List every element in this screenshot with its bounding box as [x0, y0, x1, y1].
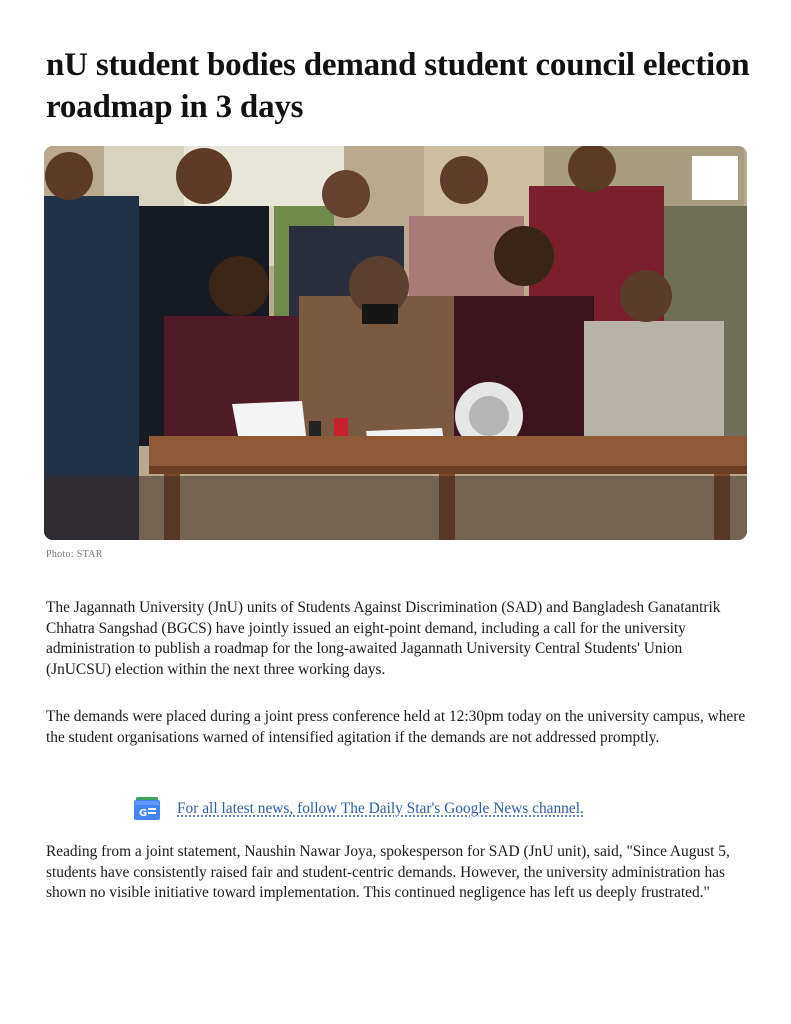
article-headline: nU student bodies demand student council election roadmap in 3 days — [46, 47, 750, 125]
article-photo — [44, 146, 747, 540]
svg-text:G: G — [139, 808, 148, 819]
google-news-promo[interactable] — [133, 796, 584, 822]
photo-caption: Photo: STAR — [46, 549, 103, 560]
google-news-icon — [133, 797, 161, 821]
press-conference-photo — [44, 146, 747, 540]
google-news-link[interactable]: For all latest news, follow The Daily Star's Google News channel. — [177, 800, 584, 817]
article-paragraph: Reading from a joint statement, Naushin Nawar Joya, spokesperson for SAD (JnU unit), said, "Since August 5, students have consistently raised fair and student-centric demands. However, the university administration has shown no visible initiative toward implementation. This continued negligence has left us deeply frustrated." — [46, 843, 730, 901]
article-paragraph: The demands were placed during a joint press conference held at 12:30pm today on the university campus, where the student organisations warned of intensified agitation if the demands are not addressed promptly. — [46, 708, 746, 746]
article-paragraph: The Jagannath University (JnU) units of Students Against Discrimination (SAD) and Bangladesh Ganatantrik Chhatra Sangshad (BGCS) have jointly issued an eight-point demand, including a call for the university administration to publish a roadmap for the long-awaited Jagannath University Central Students' Union (JnUCSU) election within the next three working days. — [46, 599, 721, 678]
